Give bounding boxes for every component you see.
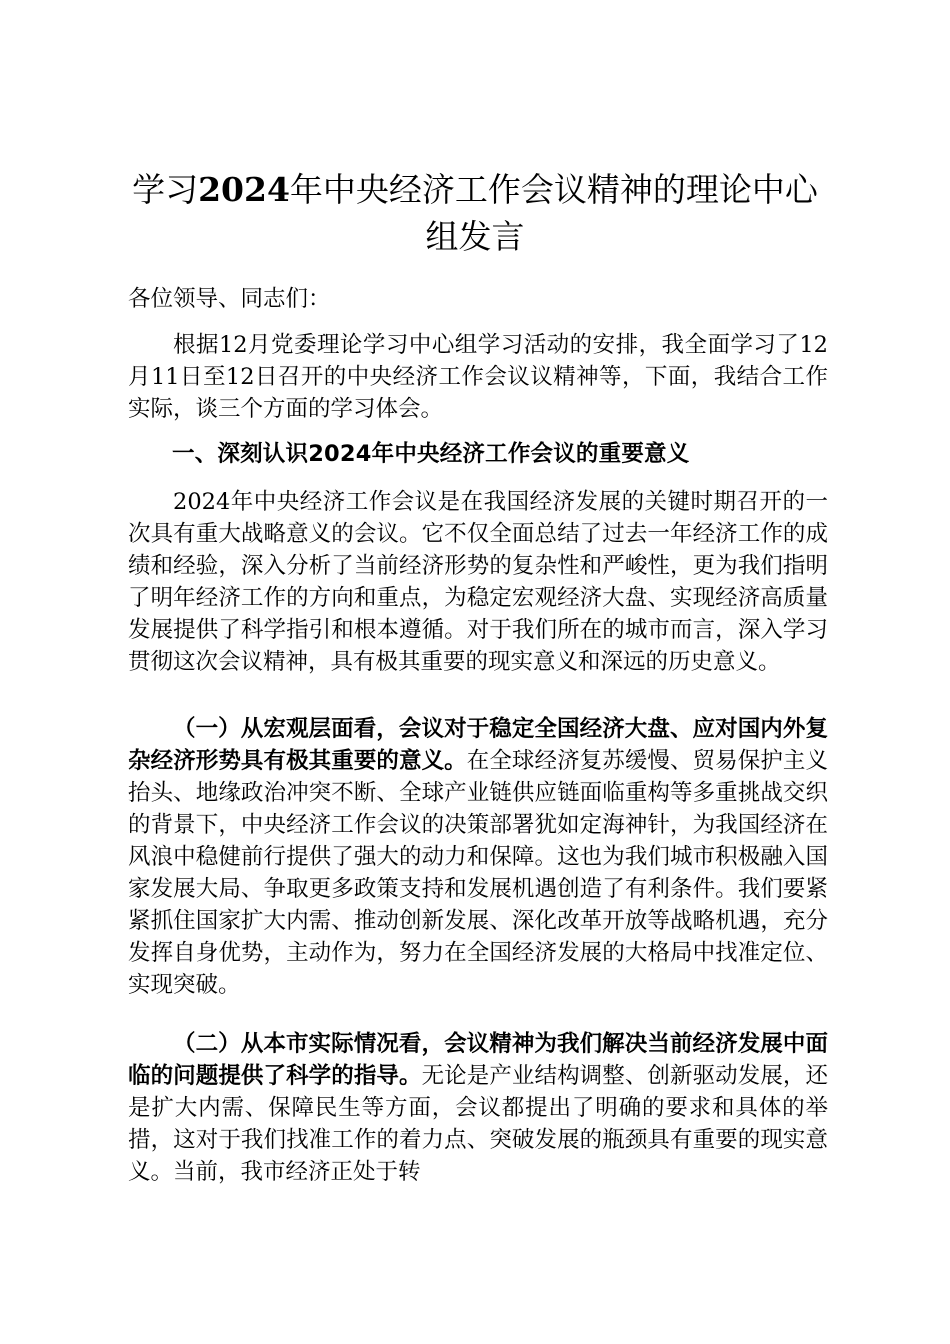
title-year: 2024 <box>198 170 290 209</box>
title-prefix: 学习 <box>132 170 199 209</box>
section-1-heading: 一、深刻认识2024年中央经济工作会议的重要意义 <box>172 441 690 467</box>
document-title <box>120 166 830 260</box>
point-2-lead: （二）从本市实际情况看，会议精神为我们解决当前经济发展中面临的问题提供了科学的指导。 <box>128 1031 828 1089</box>
section-1-paragraph: 2024年中央经济工作会议是在我国经济发展的关键时期召开的一次具有重大战略意义的会议。它不仅全面总结了过去一年经济工作的成绩和经验，深入分析了当前经济形势的复杂性和严峻性，更为我们指明了明年经济工作的方向和重点，为稳定宏观经济大盘、实现经济高质量发展提供了科学指引和根本遵循。对于我们所在的城市而言，深入学习贯彻这次会议精神，具有极其重要的现实意义和深远的历史意义。 <box>128 489 828 675</box>
salutation: 各位领导、同志们： <box>128 286 331 312</box>
point-1-lead: （一）从宏观层面看，会议对于稳定全国经济大盘、应对国内外复杂经济形势具有极其重要的意义。 <box>128 716 828 774</box>
title-suffix: 年中央经济工作会议精神的理论中心组发言 <box>289 170 818 256</box>
point-1-body: 在全球经济复苏缓慢、贸易保护主义抬头、地缘政治冲突不断、全球产业链供应链面临重构等多重挑战交织的背景下，中央经济工作会议的决策部署犹如定海神针，为我国经济在风浪中稳健前行提供了强大的动力和保障。这也为我们城市积极融入国家发展大局、争取更多政策支持和发展机遇创造了有利条件。我们要紧紧抓住国家扩大内需、推动创新发展、深化改革开放等战略机遇，充分发挥自身优势，主动作为，努力在全国经济发展的大格局中找准定位、实现突破。 <box>128 748 828 998</box>
point-1-paragraph <box>128 713 828 1001</box>
point-2-body: 无论是产业结构调整、创新驱动发展，还是扩大内需、保障民生等方面，会议都提出了明确的要求和具体的举措，这对于我们找准工作的着力点、突破发展的瓶颈具有重要的现实意义。当前，我市经济正处于转 <box>128 1063 828 1185</box>
point-2-paragraph <box>128 1028 828 1188</box>
intro-paragraph: 根据12月党委理论学习中心组学习活动的安排，我全面学习了12月11日至12日召开的中央经济工作会议议精神等，下面，我结合工作实际，谈三个方面的学习体会。 <box>128 332 828 422</box>
